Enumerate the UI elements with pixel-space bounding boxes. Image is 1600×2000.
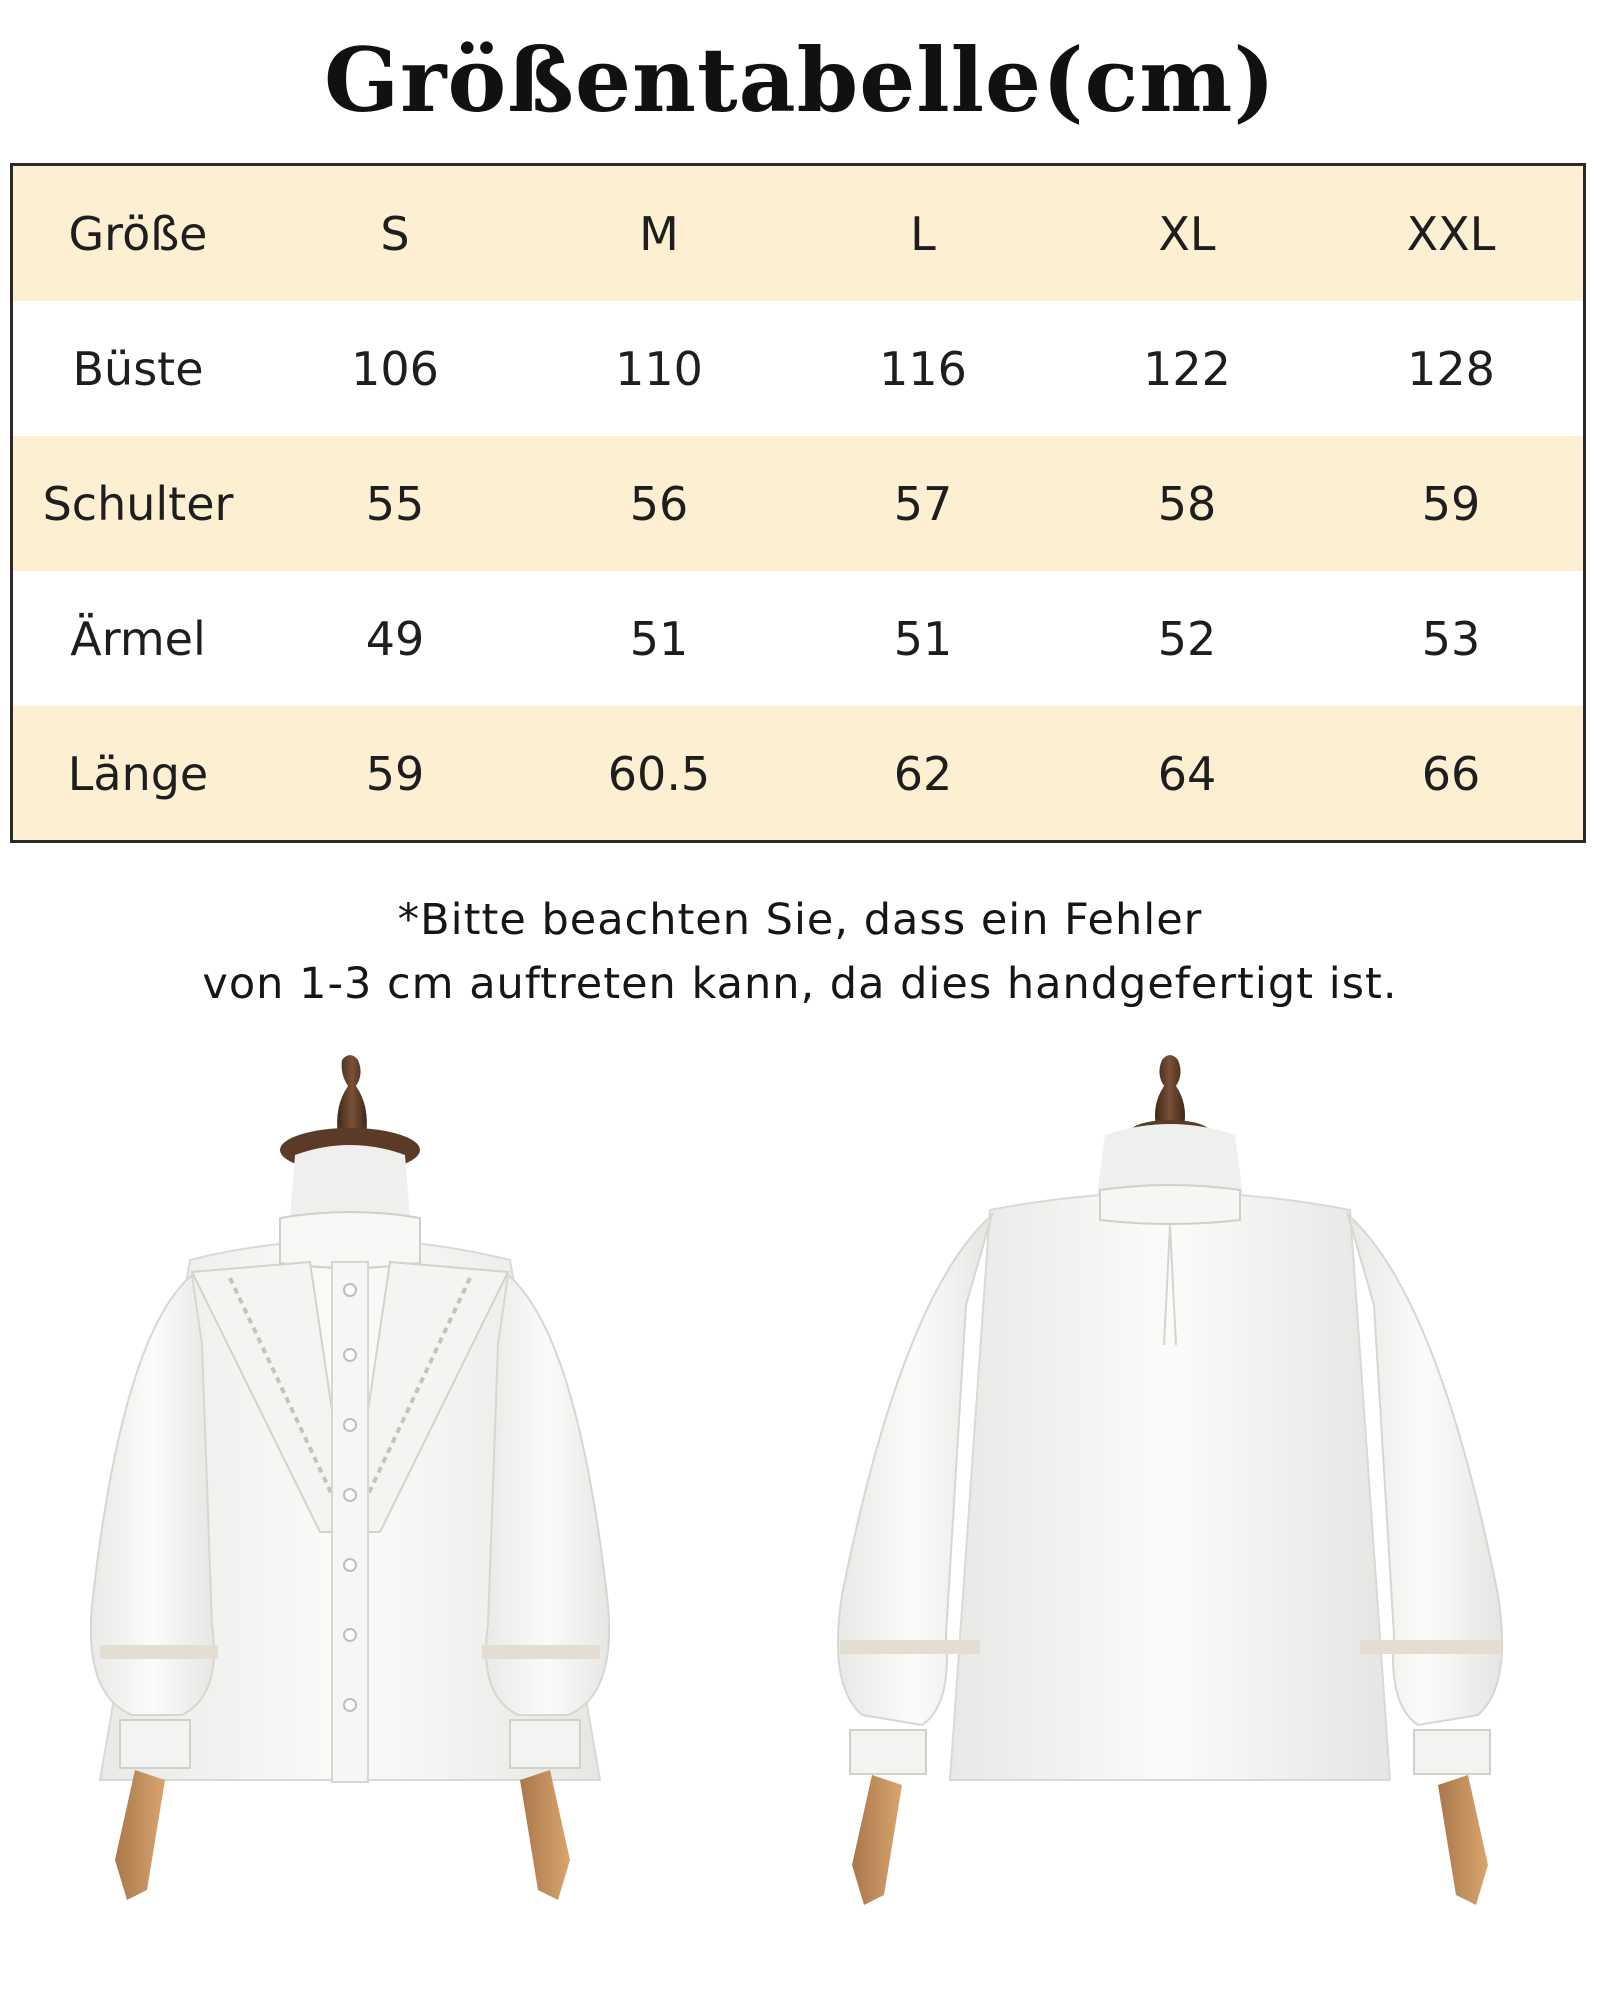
blouse-front-photo <box>80 1040 760 1970</box>
table-cell: 128 <box>1319 301 1583 436</box>
table-cell: 66 <box>1319 706 1583 841</box>
header-cell: S <box>263 166 527 301</box>
table-cell: 110 <box>527 301 791 436</box>
header-cell: Größe <box>13 166 263 301</box>
table-cell: 51 <box>791 571 1055 706</box>
row-label: Schulter <box>13 436 263 571</box>
table-cell: 122 <box>1055 301 1319 436</box>
table-cell: 59 <box>1319 436 1583 571</box>
table-cell: 116 <box>791 301 1055 436</box>
header-cell: XXL <box>1319 166 1583 301</box>
tolerance-note <box>0 888 1600 1016</box>
table-cell: 106 <box>263 301 527 436</box>
blouse-back-photo <box>810 1040 1530 1970</box>
row-label: Länge <box>13 706 263 841</box>
tolerance-note-line2: von 1-3 cm auftreten kann, da dies handgefertigt ist. <box>202 959 1398 1009</box>
table-cell: 58 <box>1055 436 1319 571</box>
table-cell: 56 <box>527 436 791 571</box>
table-cell: 57 <box>791 436 1055 571</box>
table-cell: 62 <box>791 706 1055 841</box>
table-row <box>13 706 1583 841</box>
table-header-row <box>13 166 1583 301</box>
table-cell: 60.5 <box>527 706 791 841</box>
header-cell: M <box>527 166 791 301</box>
size-table-grid <box>13 166 1583 841</box>
chart-title: Größentabelle(cm) <box>323 28 1277 132</box>
row-label: Büste <box>13 301 263 436</box>
table-row <box>13 301 1583 436</box>
tolerance-note-line1: *Bitte beachten Sie, dass ein Fehler <box>397 895 1203 945</box>
table-cell: 51 <box>527 571 791 706</box>
header-cell: XL <box>1055 166 1319 301</box>
table-cell: 64 <box>1055 706 1319 841</box>
header-cell: L <box>791 166 1055 301</box>
table-cell: 59 <box>263 706 527 841</box>
table-cell: 52 <box>1055 571 1319 706</box>
table-row <box>13 436 1583 571</box>
table-cell: 55 <box>263 436 527 571</box>
table-cell: 53 <box>1319 571 1583 706</box>
table-cell: 49 <box>263 571 527 706</box>
row-label: Ärmel <box>13 571 263 706</box>
table-row <box>13 571 1583 706</box>
size-table <box>10 163 1586 843</box>
